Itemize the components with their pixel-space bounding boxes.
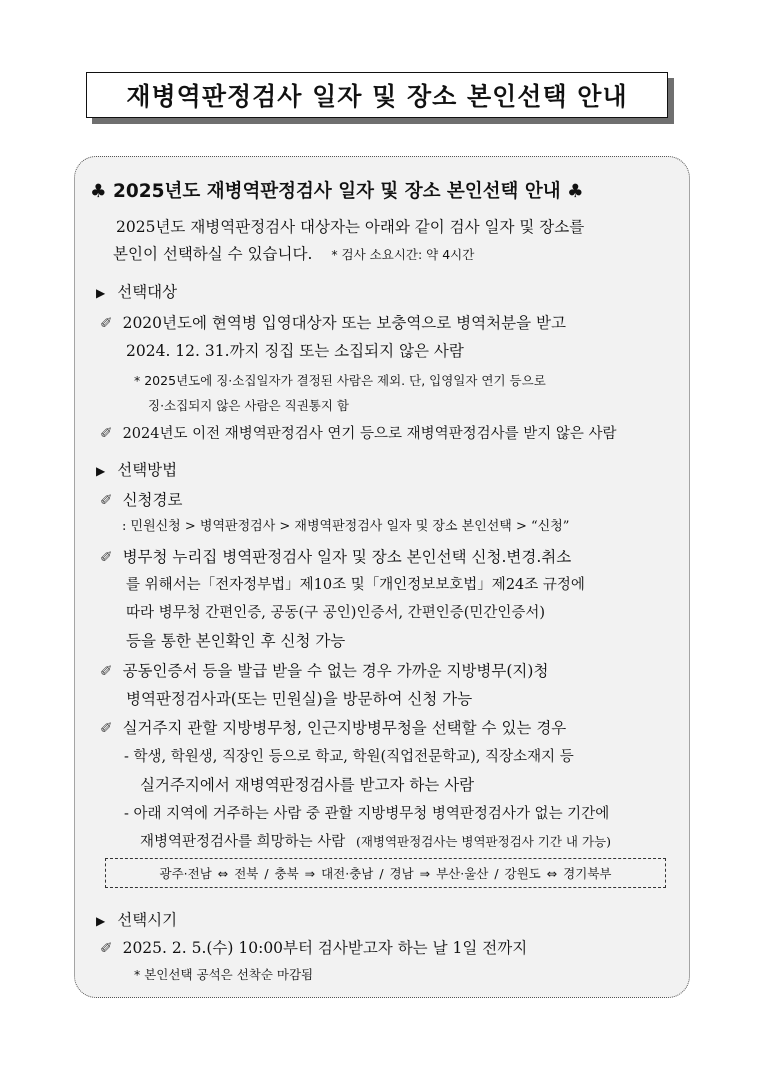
target-note-2: 징·소집되지 않은 사람은 직권통지 함	[148, 398, 349, 413]
intro-text-2: 본인이 선택하실 수 있습니다.	[113, 245, 313, 263]
method-item-3-text: 공동인증서 등을 발급 받을 수 없는 경우 가까운 지방병무(지)청	[122, 662, 549, 680]
method-item-3-line-2: 병역판정검사과(또는 민원실)을 방문하여 신청 가능	[126, 690, 473, 708]
method-item-3	[100, 659, 548, 681]
intro-line-1	[116, 215, 672, 237]
pencil-icon: ✐	[100, 314, 113, 332]
intro-line-2	[113, 242, 474, 264]
method-item-4-text: 실거주지 관할 지방병무청, 인근지방병무청을 선택할 수 있는 경우	[122, 719, 567, 737]
method-item-2-line-4: 등을 통한 본인확인 후 신청 가능	[126, 632, 346, 650]
target-item-2-text: 2024년도 이전 재병역판정검사 연기 등으로 재병역판정검사를 받지 않은 사람	[122, 426, 617, 442]
pencil-icon: ✐	[100, 939, 113, 957]
section-target-label: 선택대상	[117, 283, 178, 301]
target-note-1: * 2025년도에 징·소집일자가 결정된 사람은 제외. 단, 입영일자 연기 등으로	[134, 373, 546, 388]
page-title: 재병역판정검사 일자 및 장소 본인선택 안내	[86, 72, 668, 118]
triangle-icon: ▶	[96, 464, 106, 478]
method-sub-1: - 학생, 학원생, 직장인 등으로 학교, 학원(직업전문학교), 직장소재지 등	[124, 749, 574, 765]
triangle-icon: ▶	[96, 286, 106, 300]
pencil-icon: ✐	[100, 719, 113, 737]
target-item-1-cont: 2024. 12. 31.까지 징집 또는 소집되지 않은 사람	[126, 342, 464, 360]
method-item-2-line-2: 를 위해서는「전자정부법」제10조 및「개인정보보호법」제24조 규정에	[126, 577, 585, 593]
method-route-title-text: 신청경로	[122, 491, 183, 509]
method-item-2-text: 병무청 누리집 병역판정검사 일자 및 장소 본인선택 신청.변경.취소	[122, 548, 572, 566]
section-target-title	[96, 280, 177, 302]
method-sub-2-line-2	[140, 830, 611, 851]
section-method-label: 선택방법	[117, 461, 178, 479]
pencil-icon: ✐	[100, 424, 113, 442]
method-sub-2-text: 재병역판정검사를 희망하는 사람	[140, 834, 346, 850]
method-sub-1-line-2: 실거주지에서 재병역판정검사를 받고자 하는 사람	[140, 776, 475, 794]
intro-text-1: 2025년도 재병역판정검사 대상자는 아래와 같이 검사 일자 및 장소를	[116, 218, 585, 236]
method-route: : 민원신청 > 병역판정검사 > 재병역판정검사 일자 및 장소 본인선택 > “신청”	[122, 519, 570, 534]
section-method-title	[96, 458, 177, 480]
region-box: 광주·전남 ⇔ 전북 / 충북 ⇒ 대전·충남 / 경남 ⇒ 부산·울산 / 강원도 ⇔ 경기북부	[105, 858, 666, 888]
method-item-2	[100, 545, 571, 567]
method-item-4	[100, 716, 566, 738]
target-item-1-text: 2020년도에 현역병 입영대상자 또는 보충역으로 병역처분을 받고	[122, 314, 566, 332]
period-item-1-text: 2025. 2. 5.(수) 10:00부터 검사받고자 하는 날 1일 전까지	[122, 939, 528, 957]
pencil-icon: ✐	[100, 662, 113, 680]
target-item-2	[100, 422, 617, 443]
target-item-1	[100, 311, 566, 333]
triangle-icon: ▶	[96, 914, 106, 928]
pencil-icon: ✐	[100, 548, 113, 566]
title-banner	[86, 72, 674, 124]
card-header: ♣ 2025년도 재병역판정검사 일자 및 장소 본인선택 안내 ♣	[90, 181, 584, 202]
period-note: * 본인선택 공석은 선착순 마감됨	[134, 967, 314, 982]
intro-note: * 검사 소요시간: 약 4시간	[331, 247, 475, 262]
method-item-2-line-3: 따라 병무청 간편인증, 공동(구 공인)인증서, 간편인증(민간인증서)	[126, 605, 546, 621]
period-item-1	[100, 936, 527, 958]
section-period-title	[96, 908, 177, 930]
section-period-label: 선택시기	[117, 911, 178, 929]
method-sub-2: - 아래 지역에 거주하는 사람 중 관할 지방병무청 병역판정검사가 없는 기간에	[124, 806, 610, 822]
pencil-icon: ✐	[100, 491, 113, 509]
method-route-title	[100, 488, 182, 510]
method-sub-2-note: (재병역판정검사는 병역판정검사 기간 내 가능)	[355, 834, 612, 849]
